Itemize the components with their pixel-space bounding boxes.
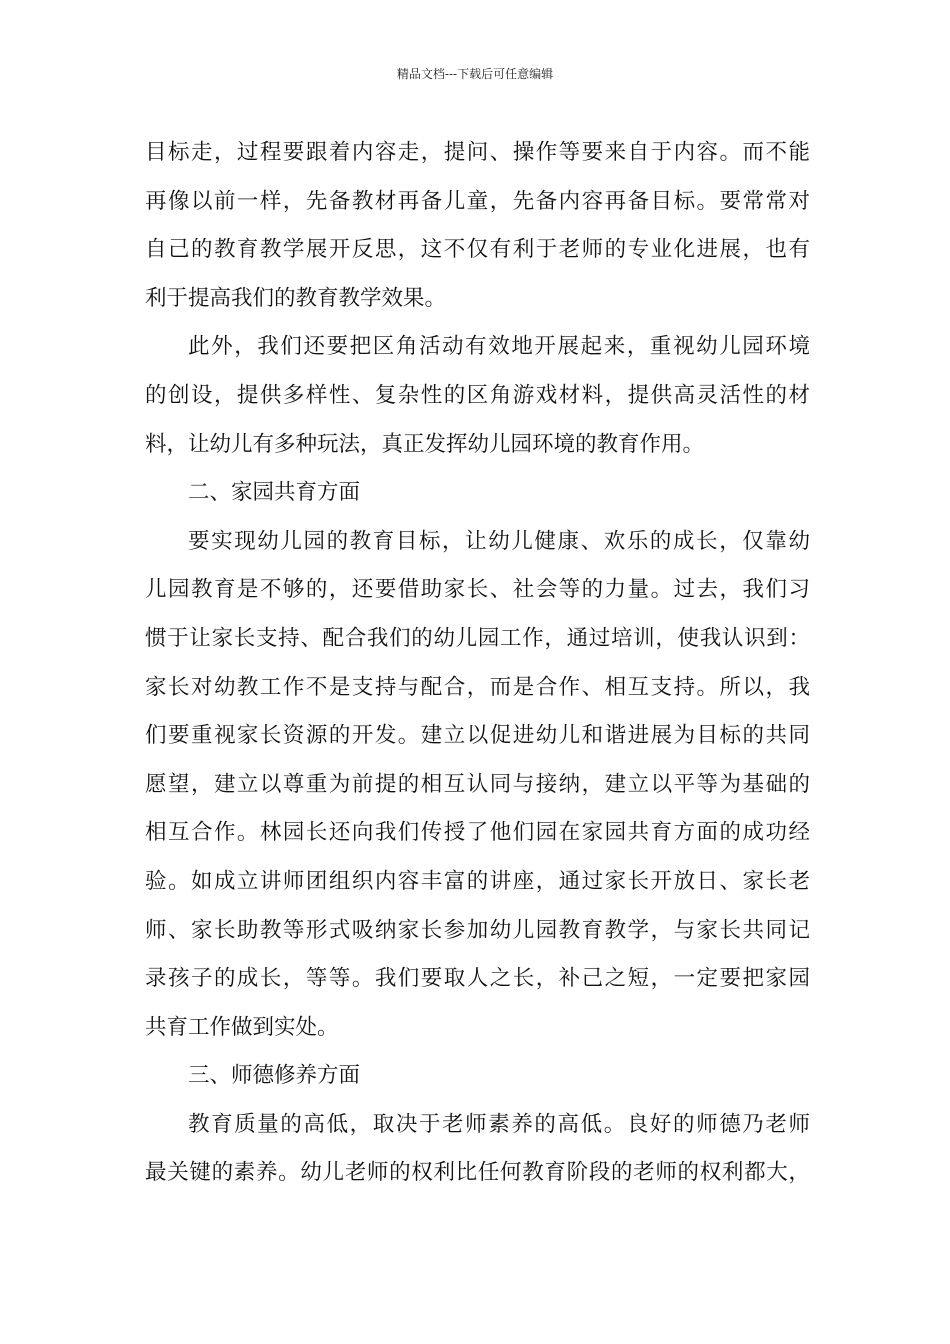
text-line: 验。如成立讲师团组织内容丰富的讲座，通过家长开放日、家长老 (145, 868, 810, 894)
text-line: 自己的教育教学展开反思，这不仅有利于老师的专业化进展，也有 (145, 237, 810, 263)
text-line: 共育工作做到实处。 (145, 1014, 339, 1040)
document-body (145, 129, 810, 1198)
text-line: 的创设，提供多样性、复杂性的区角游戏材料，提供高灵活性的材 (145, 382, 810, 408)
text-line: 教育质量的高低，取决于老师素养的高低。良好的师德乃老师 (188, 1111, 810, 1137)
text-line: 最关键的素养。幼儿老师的权利比任何教育阶段的老师的权利都大， (145, 1160, 810, 1186)
text-line: 三、师德修养方面 (188, 1063, 361, 1089)
text-line: 录孩子的成长，等等。我们要取人之长，补己之短，一定要把家园 (145, 966, 810, 992)
text-line: 要实现幼儿园的教育目标，让幼儿健康、欢乐的成长，仅靠幼 (188, 528, 810, 554)
text-line: 目标走，过程要跟着内容走，提问、操作等要来自于内容。而不能 (145, 140, 810, 165)
text-line: 家长对幼教工作不是支持与配合，而是合作、相互支持。所以，我 (145, 674, 810, 700)
text-line: 们要重视家长资源的开发。建立以促进幼儿和谐进展为目标的共同 (145, 723, 810, 749)
text-line: 相互合作。林园长还向我们传授了他们园在家园共育方面的成功经 (145, 820, 810, 846)
text-line: 儿园教育是不够的，还要借助家长、社会等的力量。过去，我们习 (145, 577, 810, 603)
page-header: 精品文档---下载后可任意编辑 (396, 67, 554, 81)
text-line: 利于提高我们的教育教学效果。 (145, 285, 447, 311)
text-line: 惯于让家长支持、配合我们的幼儿园工作，通过培训，使我认识到： (145, 625, 810, 651)
text-line: 再像以前一样，先备教材再备儿童，先备内容再备目标。要常常对 (145, 188, 810, 214)
text-line: 师、家长助教等形式吸纳家长参加幼儿园教育教学，与家长共同记 (145, 917, 810, 943)
text-line: 料，让幼儿有多种玩法，真正发挥幼儿园环境的教育作用。 (145, 431, 705, 457)
text-line: 二、家园共育方面 (188, 480, 361, 506)
text-line: 愿望，建立以尊重为前提的相互认同与接纳，建立以平等为基础的 (145, 771, 810, 797)
text-line: 此外，我们还要把区角活动有效地开展起来，重视幼儿园环境 (188, 334, 810, 360)
